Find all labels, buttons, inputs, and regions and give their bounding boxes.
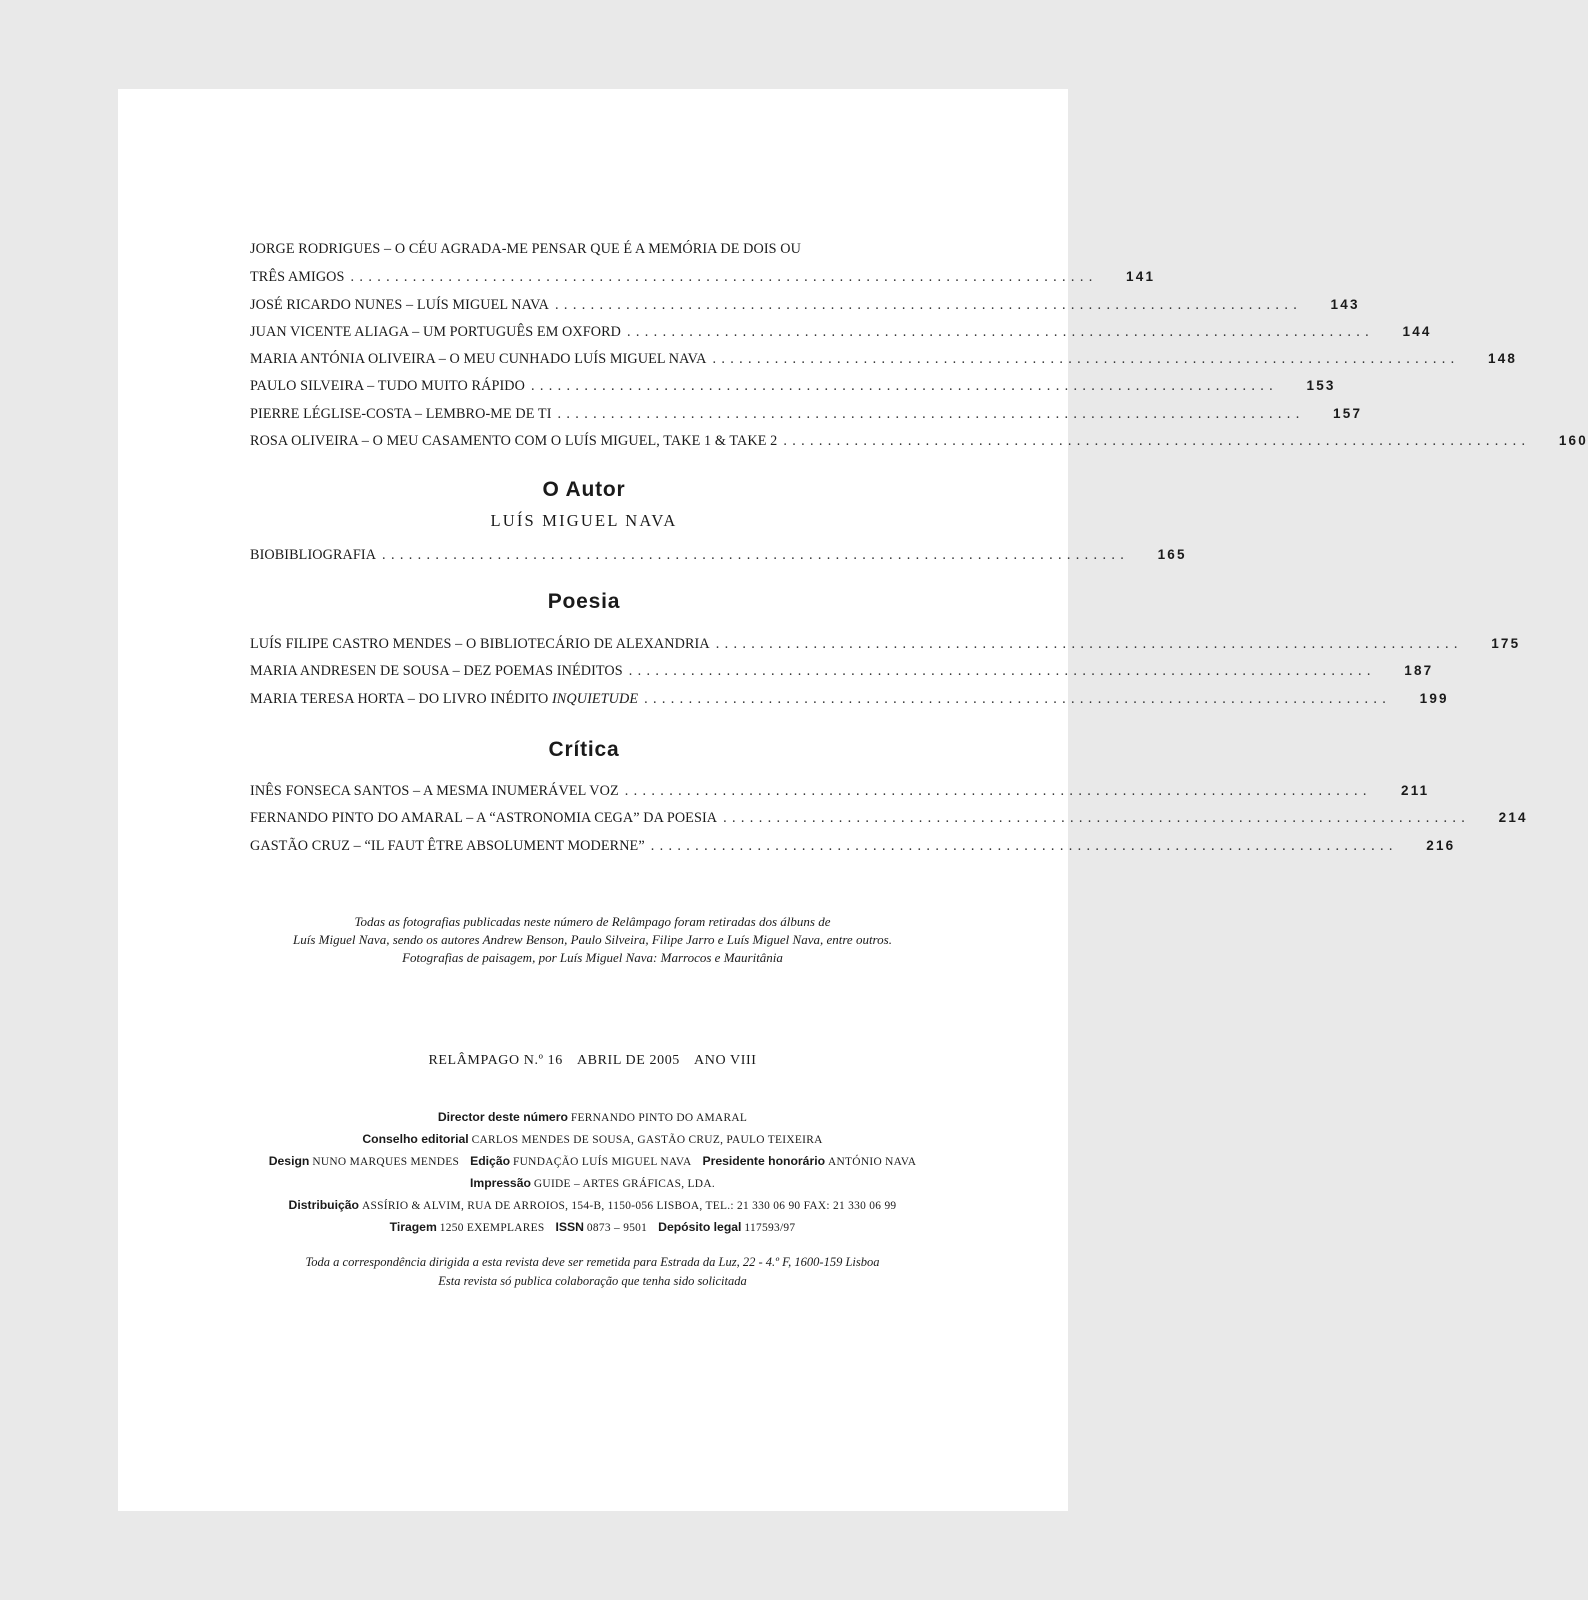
credit-value: FERNANDO PINTO DO AMARAL (570, 1112, 748, 1124)
toc-page-number: 216 (1426, 837, 1456, 853)
credits-line (0, 1107, 1185, 1129)
dot-leader (629, 658, 1372, 685)
credit-label: Tiragem (389, 1220, 437, 1234)
toc-entry[interactable] (250, 263, 1156, 290)
credit-label: Design (268, 1154, 310, 1168)
toc-entry-title: GASTÃO CRUZ – “IL FAUT ÊTRE ABSOLUMENT MODERNE” (250, 837, 645, 854)
toc-page-number: 153 (1306, 378, 1336, 394)
magazine-issue: RELÂMPAGO N.º 16 (428, 1053, 563, 1068)
toc-page-number: 144 (1402, 323, 1432, 339)
dot-leader (351, 264, 1094, 291)
toc-block-autor (250, 541, 1187, 568)
toc-entry[interactable] (250, 630, 1521, 657)
toc-page-number: 148 (1488, 351, 1518, 367)
credit-value: 117593/97 (744, 1222, 796, 1234)
dot-leader (627, 319, 1370, 346)
toc-entry-title: ROSA OLIVEIRA – O MEU CASAMENTO COM O LUÍS MIGUEL, TAKE 1 & TAKE 2 (250, 433, 778, 450)
credit-value: GUIDE – ARTES GRÁFICAS, LDA. (533, 1178, 716, 1190)
credits-line (0, 1151, 1185, 1173)
toc-page-number: 143 (1330, 296, 1360, 312)
credits-line (0, 1195, 1185, 1217)
toc-entry[interactable] (250, 427, 1588, 454)
toc-entry[interactable] (250, 372, 1336, 399)
toc-entry-title: JOSÉ RICARDO NUNES – LUÍS MIGUEL NAVA (250, 296, 550, 313)
toc-entry[interactable] (250, 291, 1360, 318)
credit-value: NUNO MARQUES MENDES (312, 1156, 460, 1168)
toc-entry-title: LUÍS FILIPE CASTRO MENDES – O BIBLIOTECÁRIO DE ALEXANDRIA (250, 636, 710, 652)
dot-leader (558, 401, 1301, 428)
note-line: Luís Miguel Nava, sendo os autores Andrew Benson, Paulo Silveira, Filipe Jarro e Luís Miguel Nava, entre outros. (293, 932, 892, 947)
dot-leader (716, 631, 1459, 658)
dot-leader (644, 686, 1387, 713)
dot-leader (382, 542, 1125, 569)
toc-page-number: 160 (1558, 433, 1588, 449)
toc-entry[interactable] (250, 657, 1434, 684)
toc-entry[interactable] (250, 318, 1432, 345)
toc-entry-title: PIERRE LÉGLISE-COSTA – LEMBRO-ME DE TI (250, 405, 552, 422)
note-line: Esta revista só publica colaboração que tenha sido solicitada (438, 1274, 747, 1288)
toc-entry[interactable] (250, 400, 1363, 427)
toc-entry-title (250, 686, 638, 713)
credit-value: ASSÍRIO & ALVIM, RUA DE ARROIOS, 154-B, 1150-056 LISBOA, TEL.: 21 330 06 90 FAX: 21 330 06 99 (361, 1200, 897, 1212)
credit-label: Edição (470, 1154, 511, 1168)
section-heading-critica: Crítica (548, 738, 620, 761)
toc-block-testimonies (250, 236, 1588, 454)
toc-page-number: 211 (1400, 783, 1430, 798)
correspondence-note (0, 1253, 1185, 1291)
toc-entry-title: INÊS FONSECA SANTOS – A MESMA INUMERÁVEL VOZ (250, 783, 619, 799)
note-line: Todas as fotografias publicadas neste número de Relâmpago foram retiradas dos álbuns de (354, 914, 831, 929)
toc-page-number: 175 (1491, 636, 1521, 651)
credit-value: FUNDAÇÃO LUÍS MIGUEL NAVA (513, 1156, 692, 1168)
dot-leader (555, 292, 1298, 319)
credit-value: 1250 EXEMPLARES (439, 1222, 545, 1234)
photo-credits-note (0, 913, 1185, 967)
credit-value: CARLOS MENDES DE SOUSA, GASTÃO CRUZ, PAULO TEIXEIRA (471, 1134, 823, 1146)
credit-label: Presidente honorário (702, 1154, 826, 1168)
toc-entry-title: JUAN VICENTE ALIAGA – UM PORTUGUÊS EM OXFORD (250, 323, 621, 340)
toc-entry-title: MARIA ANTÓNIA OLIVEIRA – O MEU CUNHADO LUÍS MIGUEL NAVA (250, 351, 707, 368)
toc-entry-line (250, 236, 918, 263)
toc-page-number: 187 (1404, 663, 1434, 679)
dot-leader (531, 373, 1274, 400)
section-heading-autor: O Autor (542, 478, 626, 501)
toc-entry[interactable] (250, 541, 1187, 568)
dot-leader (712, 346, 1455, 373)
toc-entry-title: MARIA ANDRESEN DE SOUSA – DEZ POEMAS INÉDITOS (250, 663, 623, 680)
toc-entry-title: FERNANDO PINTO DO AMARAL – A “ASTRONOMIA CEGA” DA POESIA (250, 810, 718, 827)
credits-line (0, 1173, 1185, 1195)
dot-leader (723, 805, 1466, 832)
toc-page-number: 214 (1498, 810, 1528, 826)
credit-value: ANTÓNIO NAVA (827, 1156, 917, 1168)
credit-value: 0873 – 9501 (586, 1222, 648, 1234)
toc-entry-title-italic: INQUIETUDE (551, 690, 639, 707)
credits-line (0, 1129, 1185, 1151)
note-line: Toda a correspondência dirigida a esta revista deve ser remetida para Estrada da Luz, 22 - 4.º F, 1600-159 Lisboa (305, 1255, 880, 1269)
credits-line (0, 1217, 1185, 1239)
toc-block-critica (250, 777, 1528, 859)
toc-entry-title-prefix: MARIA TERESA HORTA – DO LIVRO INÉDITO (250, 690, 552, 707)
section-heading-poesia: Poesia (547, 590, 621, 613)
toc-entry[interactable] (250, 804, 1528, 831)
issue-date: ABRIL DE 2005 (576, 1053, 680, 1068)
toc-page-number: 165 (1157, 547, 1187, 562)
toc-entry[interactable] (250, 345, 1518, 372)
credit-label: Impressão (469, 1176, 531, 1190)
toc-entry[interactable] (250, 832, 1456, 859)
toc-entry[interactable] (250, 685, 1449, 712)
credit-label: Depósito legal (658, 1220, 742, 1234)
credit-label: Conselho editorial (362, 1132, 469, 1146)
dot-leader (625, 778, 1368, 805)
dot-leader (783, 428, 1526, 455)
toc-entry-title: TRÊS AMIGOS (250, 269, 345, 286)
toc-entry-title: BIOBIBLIOGRAFIA (250, 547, 377, 563)
toc-page-number: 199 (1419, 690, 1449, 706)
credit-label: Distribuição (288, 1198, 359, 1212)
dot-leader (651, 833, 1394, 860)
section-subheading-autor: LUÍS MIGUEL NAVA (490, 511, 678, 530)
note-line: Fotografias de paisagem, por Luís Miguel Nava: Marrocos e Mauritânia (402, 950, 783, 965)
issue-line (0, 1053, 1185, 1069)
toc-entry-title: PAULO SILVEIRA – TUDO MUITO RÁPIDO (250, 378, 525, 395)
toc-entry[interactable] (250, 777, 1430, 804)
credit-label: Director deste número (437, 1110, 568, 1124)
toc-entry-title: JORGE RODRIGUES – O CÉU AGRADA-ME PENSAR QUE É A MEMÓRIA DE DOIS OU (250, 241, 801, 257)
masthead-credits (0, 1107, 1185, 1239)
credit-label: ISSN (555, 1220, 584, 1234)
issue-year: ANO VIII (694, 1053, 757, 1068)
toc-page-number: 141 (1126, 269, 1156, 285)
toc-block-poesia (250, 630, 1521, 712)
toc-page-number: 157 (1333, 405, 1363, 421)
